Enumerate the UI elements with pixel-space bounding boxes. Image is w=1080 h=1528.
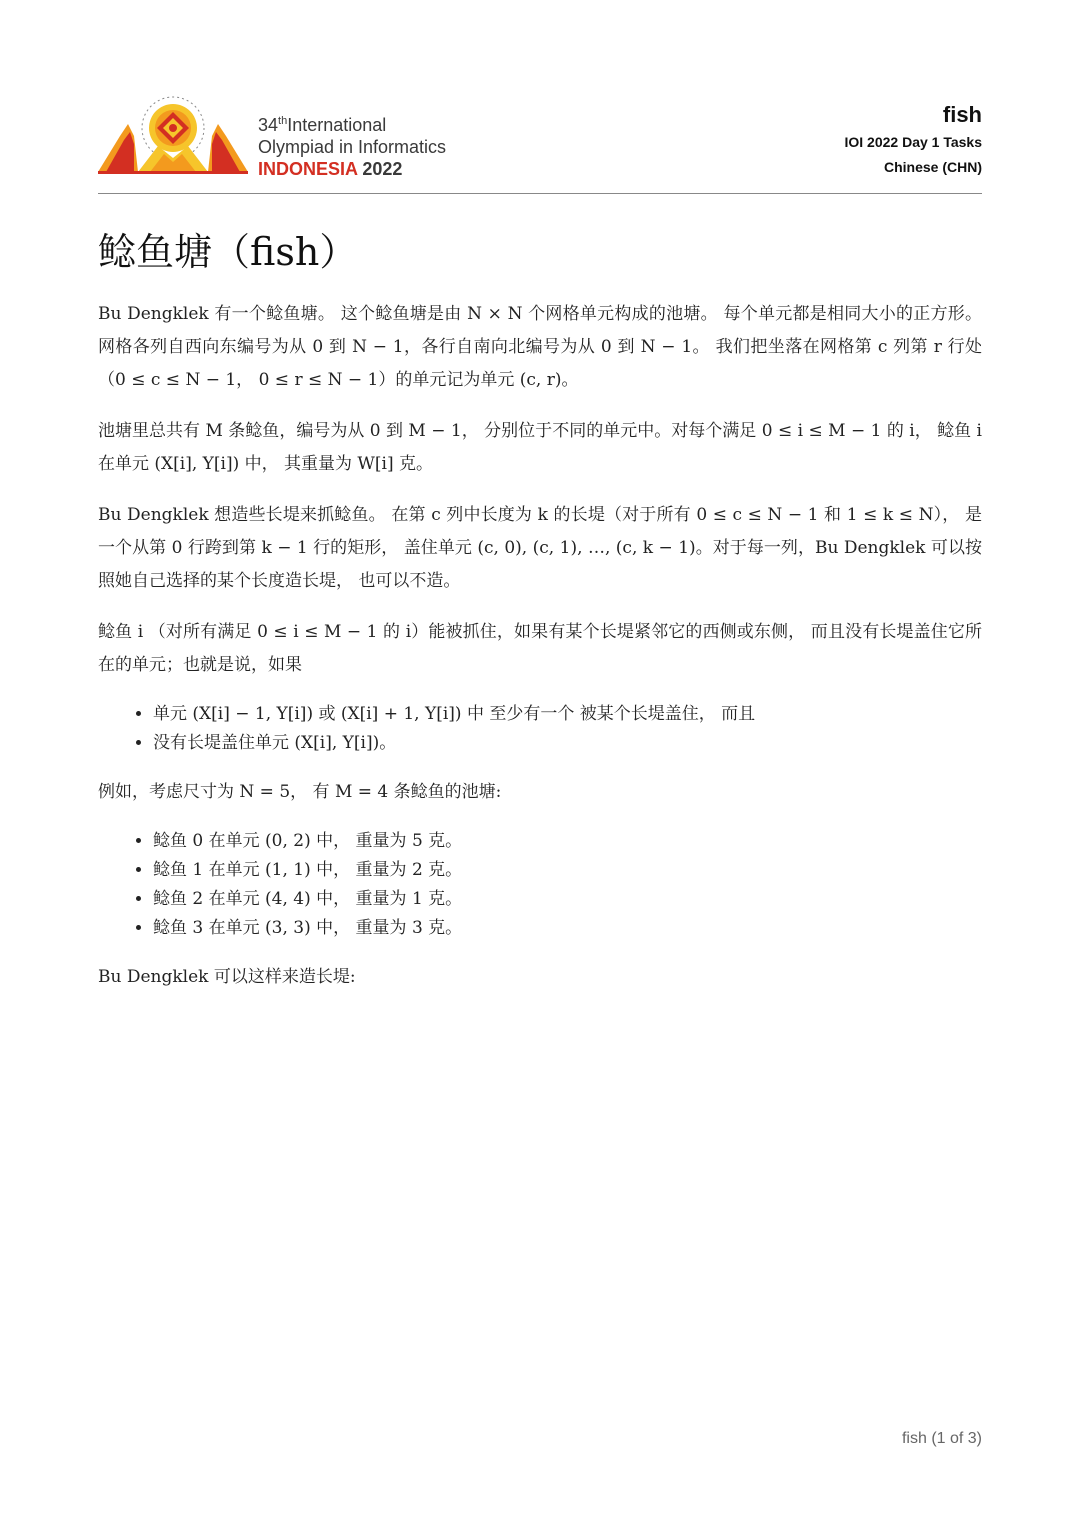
brand-country: INDONESIA (258, 159, 358, 179)
language-label: Chinese (CHN) (883, 159, 982, 175)
page-header (98, 96, 982, 194)
brand-line-3 (258, 158, 446, 180)
task-name: fish (942, 102, 982, 127)
fish-item: • 鲶鱼 3 在单元 (3, 3) 中， 重量为 3 克。 (153, 914, 982, 943)
fish-item: • 鲶鱼 1 在单元 (1, 1) 中， 重量为 2 克。 (153, 856, 982, 885)
fish-item: • 鲶鱼 0 在单元 (0, 2) 中， 重量为 5 克。 (153, 827, 982, 856)
paragraph-intro: Bu Dengklek 有一个鲶鱼塘。 这个鲶鱼塘是由 N × N 个网格单元构成的池塘。 每个单元都是相同大小的正方形。 网格各列自西向东编号为从 0 到 N − 1，各行自南向北编号为从 0 到 N − 1。 我们把坐落在网格第 c 列第 r 行处（0 ≤ c ≤ N − 1， 0 ≤ r ≤ N − 1）的单元记为单元 (c, r)。 (98, 304, 982, 390)
statement-body (98, 298, 982, 1012)
header-divider (98, 193, 982, 194)
paragraph-fish: 池塘里总共有 M 条鲶鱼，编号为从 0 到 M − 1， 分别位于不同的单元中。对每个满足 0 ≤ i ≤ M − 1 的 i， 鲶鱼 i 在单元 (X[i], Y[i]) 中， 其重量为 W[i] 克。 (98, 421, 982, 474)
page-footer: fish (1 of 3) (901, 1430, 982, 1447)
paragraph-build: Bu Dengklek 可以这样来造长堤: (98, 967, 356, 987)
task-meta (845, 100, 983, 180)
brand-line-2: Olympiad in Informatics (258, 137, 447, 157)
condition-item: • 没有长堤盖住单元 (X[i], Y[i])。 (153, 729, 982, 758)
paragraph-example: 例如，考虑尺寸为 N = 5， 有 M = 4 条鲶鱼的池塘: (98, 782, 502, 802)
brand-line-1 (258, 110, 446, 136)
brand-edition-suffix: th (278, 115, 288, 127)
olympiad-brand (258, 110, 446, 180)
paragraph-catch-rule: 鲶鱼 i （对所有满足 0 ≤ i ≤ M − 1 的 i）能被抓住，如果有某个长堤紧邻它的西侧或东侧， 而且没有长堤盖住它所在的单元；也就是说，如果 (98, 622, 982, 675)
brand-year: 2022 (362, 159, 403, 179)
page-title: 鲶鱼塘（fish） (98, 230, 358, 274)
condition-item: • 单元 (X[i] − 1, Y[i]) 或 (X[i] + 1, Y[i]) 中 至少有一个 被某个长堤盖住， 而且 (153, 700, 982, 729)
condition-list (98, 700, 982, 758)
fish-list (98, 827, 982, 943)
brand-edition-number: 34 (258, 115, 279, 135)
contest-name: IOI 2022 Day 1 Tasks (844, 134, 982, 150)
fish-item: • 鲶鱼 2 在单元 (4, 4) 中， 重量为 1 克。 (153, 885, 982, 914)
ioi-logo (98, 96, 248, 174)
brand-edition-word: International (287, 115, 387, 135)
page (98, 0, 982, 1528)
paragraph-piers: Bu Dengklek 想造些长堤来抓鲶鱼。 在第 c 列中长度为 k 的长堤（对于所有 0 ≤ c ≤ N − 1 和 1 ≤ k ≤ N）， 是一个从第 0 行跨到第 k − 1 行的矩形， 盖住单元 (c, 0), (c, 1), …, (c, k − 1)。对于每一列，Bu Dengklek 可以按照她自己选择的某个长度造长堤， 也可以不造。 (98, 505, 982, 591)
